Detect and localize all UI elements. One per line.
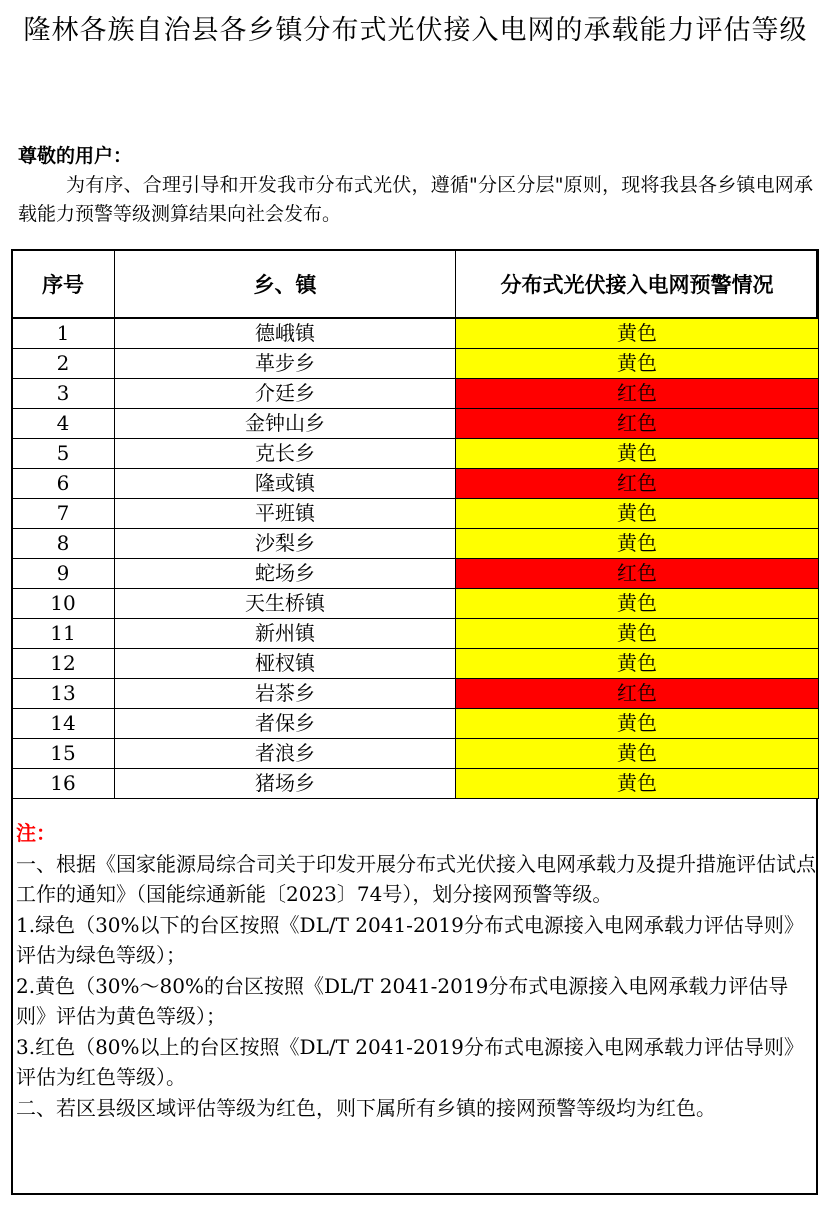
- table-row: [12, 769, 819, 799]
- row-number: 15: [12, 739, 115, 769]
- row-number: 8: [12, 529, 115, 559]
- town-name: 沙梨乡: [115, 529, 456, 559]
- intro-section: [18, 142, 813, 229]
- row-number: 13: [12, 679, 115, 709]
- warning-level: 黄色: [456, 619, 819, 649]
- row-number: 5: [12, 439, 115, 469]
- row-number: 9: [12, 559, 115, 589]
- town-name: 者保乡: [115, 709, 456, 739]
- greeting: 尊敬的用户：: [18, 145, 133, 167]
- table-row: [12, 709, 819, 739]
- town-name: 新州镇: [115, 619, 456, 649]
- header-no: 序号: [12, 250, 115, 319]
- town-name: 革步乡: [115, 349, 456, 379]
- table-row: [12, 499, 819, 529]
- note-item: 3.红色（80%以上的台区按照《DL/T 2041-2019分布式电源接入电网承载力评估导则》评估为红色等级）。: [16, 1034, 804, 1089]
- table-row: [12, 559, 819, 589]
- warning-level: 黄色: [456, 589, 819, 619]
- table-body: [12, 318, 819, 799]
- warning-level: 黄色: [456, 739, 819, 769]
- warning-level: 黄色: [456, 709, 819, 739]
- table-row: [12, 529, 819, 559]
- table-row: [12, 439, 819, 469]
- table-row: [12, 679, 819, 709]
- note-item: 一、根据《国家能源局综合司关于印发开展分布式光伏接入电网承载力及提升措施评估试点工作的通知》（国能综通新能〔2023〕74号），划分接网预警等级。: [16, 851, 816, 906]
- table-header-row: [12, 250, 819, 319]
- town-name: 岩茶乡: [115, 679, 456, 709]
- row-number: 11: [12, 619, 115, 649]
- warning-level: 红色: [456, 469, 819, 499]
- warning-level: 黄色: [456, 649, 819, 679]
- table-row: [12, 409, 819, 439]
- note-item: 2.黄色（30%～80%的台区按照《DL/T 2041-2019分布式电源接入电网承载力评估导则》评估为黄色等级）；: [16, 973, 789, 1028]
- town-name: 猪场乡: [115, 769, 456, 799]
- town-name: 蛇场乡: [115, 559, 456, 589]
- town-name: 克长乡: [115, 439, 456, 469]
- warning-level: 黄色: [456, 439, 819, 469]
- row-number: 6: [12, 469, 115, 499]
- table-row: [12, 739, 819, 769]
- town-name: 天生桥镇: [115, 589, 456, 619]
- note-item: 二、若区县级区域评估等级为红色，则下属所有乡镇的接网预警等级均为红色。: [16, 1095, 716, 1120]
- table-row: [12, 649, 819, 679]
- warning-level: 黄色: [456, 529, 819, 559]
- row-number: 1: [12, 318, 115, 349]
- notes-section: [16, 818, 816, 1123]
- table-row: [12, 379, 819, 409]
- table-row: [12, 589, 819, 619]
- town-name: 介廷乡: [115, 379, 456, 409]
- warning-level: 黄色: [456, 769, 819, 799]
- notes-list: [16, 849, 816, 1124]
- warning-level: 红色: [456, 679, 819, 709]
- row-number: 16: [12, 769, 115, 799]
- row-number: 4: [12, 409, 115, 439]
- table-row: [12, 619, 819, 649]
- row-number: 3: [12, 379, 115, 409]
- warning-level: 黄色: [456, 499, 819, 529]
- warning-level: 黄色: [456, 349, 819, 379]
- table-row: [12, 318, 819, 349]
- notes-title: 注：: [16, 821, 56, 845]
- town-name: 隆或镇: [115, 469, 456, 499]
- town-name: 德峨镇: [115, 318, 456, 349]
- warning-level: 红色: [456, 379, 819, 409]
- note-item: 1.绿色（30%以下的台区按照《DL/T 2041-2019分布式电源接入电网承载力评估导则》评估为绿色等级）；: [16, 912, 804, 967]
- warning-level: 红色: [456, 409, 819, 439]
- warning-level: 红色: [456, 559, 819, 589]
- row-number: 14: [12, 709, 115, 739]
- town-name: 金钟山乡: [115, 409, 456, 439]
- table-row: [12, 349, 819, 379]
- intro-text: 为有序、合理引导和开发我市分布式光伏，遵循"分区分层"原则，现将我县各乡镇电网承载能力预警等级测算结果向社会发布。: [18, 174, 813, 225]
- town-name: 者浪乡: [115, 739, 456, 769]
- header-town: 乡、镇: [115, 250, 456, 319]
- row-number: 7: [12, 499, 115, 529]
- row-number: 12: [12, 649, 115, 679]
- town-name: 平班镇: [115, 499, 456, 529]
- row-number: 10: [12, 589, 115, 619]
- header-warning: 分布式光伏接入电网预警情况: [456, 250, 819, 319]
- row-number: 2: [12, 349, 115, 379]
- town-name: 桠杈镇: [115, 649, 456, 679]
- page-title: 隆林各族自治县各乡镇分布式光伏接入电网的承载能力评估等级: [23, 15, 808, 46]
- warning-level-table: [11, 249, 819, 799]
- warning-level: 黄色: [456, 318, 819, 349]
- table-row: [12, 469, 819, 499]
